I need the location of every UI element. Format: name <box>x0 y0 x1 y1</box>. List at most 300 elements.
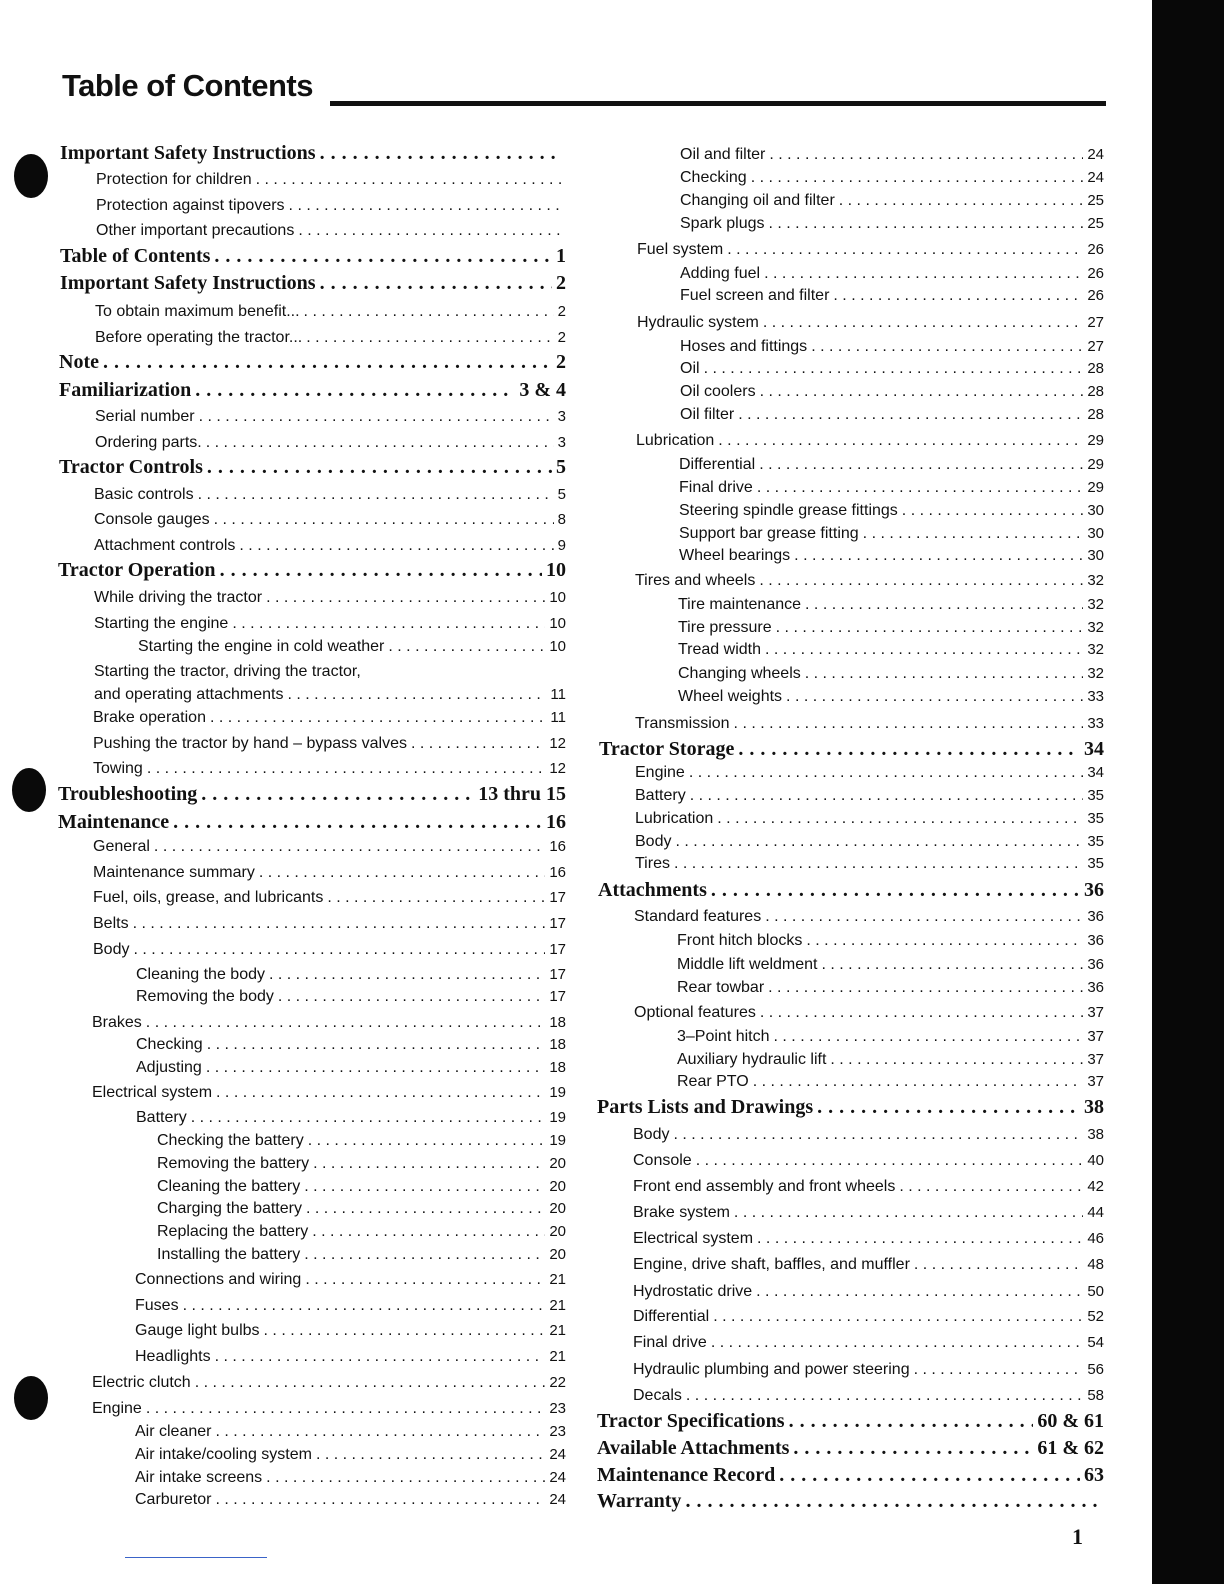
toc-entry-title: Basic controls <box>94 486 194 503</box>
toc-entry[interactable] <box>633 1332 1104 1354</box>
dot-leader <box>215 1489 545 1511</box>
toc-entry[interactable] <box>680 336 1104 358</box>
toc-page-number: 28 <box>1087 360 1104 377</box>
toc-page-number: 37 <box>1087 1051 1104 1068</box>
toc-entry[interactable] <box>96 169 566 191</box>
toc-page-number: 10 <box>549 589 566 606</box>
toc-page-number: 60 & 61 <box>1037 1410 1104 1432</box>
toc-entry-title: Oil <box>680 360 700 377</box>
toc-section[interactable] <box>597 1435 1104 1461</box>
toc-entry-title: Lubrication <box>636 432 715 449</box>
toc-entry[interactable] <box>635 808 1104 830</box>
toc-page-number: 10 <box>549 638 566 655</box>
toc-entry[interactable] <box>92 1012 566 1034</box>
dot-leader <box>769 144 1083 166</box>
scanner-edge <box>1152 0 1224 1584</box>
dot-leader <box>304 1244 545 1266</box>
toc-section[interactable] <box>60 140 566 166</box>
toc-page-number: 23 <box>549 1400 566 1417</box>
toc-entry-title: Tires and wheels <box>635 572 756 589</box>
toc-entry-title: Battery <box>136 1109 187 1126</box>
toc-entry-title: Rear towbar <box>677 979 765 996</box>
toc-page-number: 10 <box>549 615 566 632</box>
toc-entry-title: Fuel screen and filter <box>680 287 830 304</box>
toc-entry-title: Electrical system <box>92 1084 213 1101</box>
toc-entry-title: Differential <box>679 456 756 473</box>
dot-leader <box>304 301 554 323</box>
toc-entry[interactable] <box>678 639 1104 661</box>
toc-page-number: 1 <box>556 245 566 267</box>
dot-leader <box>306 1198 545 1220</box>
dot-leader <box>312 1221 545 1243</box>
toc-entry[interactable] <box>680 404 1104 426</box>
toc-entry[interactable] <box>635 570 1104 592</box>
dot-leader <box>734 713 1084 735</box>
toc-page-number: 42 <box>1087 1178 1104 1195</box>
toc-page-number: 18 <box>549 1059 566 1076</box>
toc-entry[interactable] <box>637 312 1104 334</box>
toc-entry[interactable] <box>680 285 1104 307</box>
toc-page-number: 37 <box>1087 1028 1104 1045</box>
toc-page-number: 26 <box>1087 241 1104 258</box>
toc-entry-title: Tires <box>635 855 670 872</box>
dot-leader <box>278 986 545 1008</box>
dot-leader <box>765 906 1083 928</box>
toc-entry[interactable] <box>633 1228 1104 1250</box>
toc-entry[interactable] <box>94 509 566 531</box>
toc-entry[interactable] <box>96 220 566 242</box>
toc-entry-title: Serial number <box>95 408 195 425</box>
toc-page-number: 29 <box>1087 432 1104 449</box>
toc-entry[interactable] <box>680 263 1104 285</box>
toc-entry[interactable] <box>92 1082 566 1104</box>
toc-entry-title: Brake operation <box>93 709 206 726</box>
toc-entry[interactable] <box>135 1421 566 1443</box>
toc-section[interactable] <box>598 877 1104 903</box>
toc-page-number: 61 & 62 <box>1037 1437 1104 1459</box>
toc-page-number: 63 <box>1084 1464 1104 1486</box>
toc-entry[interactable] <box>679 523 1104 545</box>
toc-entry[interactable] <box>679 545 1104 567</box>
toc-entry[interactable] <box>679 500 1104 522</box>
toc-entry[interactable] <box>94 613 566 635</box>
toc-page-number: 24 <box>549 1491 566 1508</box>
toc-page-number: 52 <box>1087 1308 1104 1325</box>
footer-line <box>125 1557 267 1558</box>
toc-entry-title: Body <box>633 1126 670 1143</box>
toc-entry[interactable] <box>633 1281 1104 1303</box>
toc-entry[interactable] <box>635 713 1104 735</box>
toc-page-number: 21 <box>549 1297 566 1314</box>
dot-leader <box>308 1130 546 1152</box>
dot-leader <box>689 762 1083 784</box>
toc-entry-title: While driving the tractor <box>94 589 263 606</box>
toc-page-number: 32 <box>1087 641 1104 658</box>
toc-page-number: 17 <box>549 941 566 958</box>
toc-entry-title: Other important precautions <box>96 222 295 239</box>
toc-entry-title: Headlights <box>135 1348 211 1365</box>
toc-entry[interactable] <box>680 213 1104 235</box>
toc-entry[interactable] <box>136 1057 566 1079</box>
dot-leader <box>914 1254 1083 1276</box>
toc-entry[interactable] <box>135 1269 566 1291</box>
toc-entry-title: Adjusting <box>136 1059 202 1076</box>
toc-entry[interactable] <box>136 1034 566 1056</box>
toc-page-number: 32 <box>1087 572 1104 589</box>
toc-page-number: 2 <box>556 351 566 373</box>
toc-entry[interactable] <box>157 1198 566 1220</box>
toc-section[interactable] <box>59 454 566 480</box>
toc-entry[interactable] <box>637 239 1104 261</box>
dot-leader <box>103 349 552 375</box>
toc-entry[interactable] <box>677 954 1104 976</box>
toc-entry-title: Important Safety Instructions <box>60 272 316 294</box>
toc-page-number: 36 <box>1087 932 1104 949</box>
dot-leader <box>753 1071 1084 1093</box>
dot-leader <box>201 781 474 807</box>
toc-entry-title: Troubleshooting <box>58 783 198 805</box>
dot-leader <box>817 1094 1080 1120</box>
toc-entry[interactable] <box>678 617 1104 639</box>
toc-entry[interactable] <box>633 1124 1104 1146</box>
toc-page-number: 16 <box>546 811 566 833</box>
toc-entry-title: Tire maintenance <box>678 596 802 613</box>
toc-entry[interactable] <box>157 1221 566 1243</box>
dot-leader <box>713 1306 1083 1328</box>
toc-page-number: 10 <box>546 559 566 581</box>
dot-leader <box>760 1002 1083 1024</box>
dot-leader <box>704 358 1084 380</box>
toc-section[interactable] <box>58 781 566 807</box>
toc-page-number: 3 & 4 <box>519 379 566 401</box>
toc-page-number: 32 <box>1087 665 1104 682</box>
toc-entry[interactable] <box>93 836 566 858</box>
toc-entry[interactable] <box>633 1176 1104 1198</box>
toc-page-number: 34 <box>1087 764 1104 781</box>
dot-leader <box>734 1202 1083 1224</box>
toc-entry-title: Hoses and fittings <box>680 338 808 355</box>
dot-leader <box>759 454 1083 476</box>
toc-page-number: 36 <box>1087 979 1104 996</box>
dot-leader <box>388 636 545 658</box>
toc-page-number: 18 <box>549 1036 566 1053</box>
toc-page-number: 36 <box>1084 879 1104 901</box>
toc-entry-title: 3–Point hitch <box>677 1028 770 1045</box>
toc-page-number: 35 <box>1087 855 1104 872</box>
toc-entry[interactable] <box>93 939 566 961</box>
toc-section[interactable] <box>597 1094 1104 1120</box>
toc-page-number: 46 <box>1087 1230 1104 1247</box>
dot-leader <box>833 285 1083 307</box>
toc-page-number: 28 <box>1087 383 1104 400</box>
toc-entry[interactable] <box>635 831 1104 853</box>
toc-entry-title: Support bar grease fitting <box>679 525 859 542</box>
toc-entry[interactable] <box>157 1244 566 1266</box>
toc-page-number: 50 <box>1087 1283 1104 1300</box>
toc-page-number: 48 <box>1087 1256 1104 1273</box>
toc-section[interactable] <box>599 736 1104 762</box>
toc-entry[interactable] <box>677 977 1104 999</box>
binder-hole-bottom <box>14 1376 48 1420</box>
toc-page-number: 19 <box>549 1132 566 1149</box>
toc-entry-title: Air intake/cooling system <box>135 1446 312 1463</box>
toc-entry-title: Console <box>633 1152 692 1169</box>
toc-page-number: 24 <box>549 1469 566 1486</box>
toc-page-number: 19 <box>549 1084 566 1101</box>
toc-entry[interactable] <box>92 1372 566 1394</box>
toc-entry[interactable] <box>136 1107 566 1129</box>
toc-entry[interactable] <box>94 535 566 557</box>
toc-entry-title: Final drive <box>679 479 753 496</box>
toc-entry[interactable] <box>93 913 566 935</box>
toc-entry[interactable] <box>93 707 566 729</box>
toc-entry[interactable] <box>636 430 1104 452</box>
toc-entry-title: Belts <box>93 915 129 932</box>
dot-leader <box>696 1150 1084 1172</box>
dot-leader <box>789 1408 1034 1434</box>
toc-entry[interactable] <box>635 785 1104 807</box>
dot-leader <box>206 1057 545 1079</box>
toc-entry[interactable] <box>135 1489 566 1511</box>
dot-leader <box>760 381 1084 403</box>
toc-entry-title: Spark plugs <box>680 215 765 232</box>
toc-page-number: 25 <box>1087 192 1104 209</box>
dot-leader <box>289 195 562 217</box>
binder-hole-middle <box>12 768 46 812</box>
toc-page-number: 12 <box>549 735 566 752</box>
toc-entry[interactable] <box>679 454 1104 476</box>
toc-page-number: 11 <box>550 686 566 703</box>
dot-leader <box>191 1107 546 1129</box>
dot-leader <box>198 484 554 506</box>
toc-entry[interactable] <box>135 1346 566 1368</box>
toc-entry[interactable] <box>680 190 1104 212</box>
dot-leader <box>256 169 562 191</box>
toc-entry[interactable] <box>135 1444 566 1466</box>
toc-entry-title: Cleaning the body <box>136 966 265 983</box>
dot-leader <box>327 887 545 909</box>
toc-entry-title: Final drive <box>633 1334 707 1351</box>
toc-page-number: 20 <box>549 1246 566 1263</box>
toc-entry-title: Electric clutch <box>92 1374 191 1391</box>
toc-entry-title: Hydraulic plumbing and power steering <box>633 1361 910 1378</box>
toc-entry[interactable] <box>157 1153 566 1175</box>
toc-page-number: 9 <box>557 537 566 554</box>
toc-entry[interactable] <box>634 906 1104 928</box>
toc-entry[interactable] <box>95 432 566 454</box>
toc-page-number: 35 <box>1087 833 1104 850</box>
toc-page-number: 20 <box>549 1200 566 1217</box>
toc-section[interactable] <box>59 377 566 403</box>
dot-leader <box>266 587 545 609</box>
toc-entry[interactable] <box>135 1295 566 1317</box>
toc-entry-title: Installing the battery <box>157 1246 301 1263</box>
dot-leader <box>199 406 554 428</box>
toc-entry[interactable] <box>94 684 566 706</box>
toc-entry-title: Steering spindle grease fittings <box>679 502 898 519</box>
toc-page-number: 16 <box>549 864 566 881</box>
toc-section[interactable] <box>60 243 566 269</box>
dot-leader <box>786 686 1083 708</box>
toc-entry[interactable] <box>94 587 566 609</box>
toc-page-number: 12 <box>549 760 566 777</box>
toc-entry-title: Tractor Storage <box>599 738 735 760</box>
dot-leader <box>675 831 1083 853</box>
dot-leader <box>215 1421 545 1443</box>
toc-page-number: 35 <box>1087 810 1104 827</box>
toc-section[interactable] <box>597 1462 1104 1488</box>
toc-entry[interactable] <box>633 1359 1104 1381</box>
toc-entry[interactable] <box>680 167 1104 189</box>
toc-section[interactable] <box>59 349 566 375</box>
dot-leader <box>763 312 1084 334</box>
toc-entry-title: Battery <box>635 787 686 804</box>
toc-entry[interactable] <box>677 930 1104 952</box>
toc-page-number: 21 <box>549 1271 566 1288</box>
toc-page-number: 30 <box>1087 547 1104 564</box>
toc-entry[interactable] <box>678 686 1104 708</box>
toc-entry[interactable] <box>94 484 566 506</box>
toc-entry[interactable] <box>96 195 566 217</box>
toc-entry-title: Body <box>635 833 672 850</box>
dot-leader <box>711 877 1080 903</box>
dot-leader <box>287 684 546 706</box>
toc-page-number: 21 <box>549 1322 566 1339</box>
toc-entry-title: Air cleaner <box>135 1423 212 1440</box>
toc-entry-title: Carburetor <box>135 1491 212 1508</box>
toc-entry[interactable] <box>633 1202 1104 1224</box>
dot-leader <box>195 377 515 403</box>
toc-section[interactable] <box>58 809 566 835</box>
toc-entry-title: Console gauges <box>94 511 210 528</box>
toc-entry[interactable] <box>135 1320 566 1342</box>
toc-entry[interactable] <box>92 1398 566 1420</box>
toc-entry[interactable] <box>95 406 566 428</box>
toc-entry[interactable] <box>136 964 566 986</box>
toc-entry[interactable] <box>680 381 1104 403</box>
toc-entry[interactable] <box>680 358 1104 380</box>
dot-leader <box>914 1359 1084 1381</box>
toc-page-number: 5 <box>557 486 566 503</box>
toc-entry[interactable] <box>633 1306 1104 1328</box>
toc-entry[interactable] <box>95 301 566 323</box>
toc-entry-title: Oil filter <box>680 406 735 423</box>
dot-leader <box>718 430 1083 452</box>
dot-leader <box>207 454 552 480</box>
toc-page-number: 22 <box>549 1374 566 1391</box>
toc-page-number: 17 <box>549 988 566 1005</box>
toc-entry[interactable] <box>635 853 1104 875</box>
toc-entry[interactable] <box>677 1026 1104 1048</box>
dot-leader <box>768 977 1083 999</box>
toc-page-number: 3 <box>557 408 566 425</box>
toc-entry[interactable] <box>138 636 566 658</box>
toc-entry-title: Oil and filter <box>680 146 766 163</box>
toc-entry-title: Front hitch blocks <box>677 932 803 949</box>
toc-entry-title: Attachment controls <box>94 537 236 554</box>
toc-entry-title: Changing oil and filter <box>680 192 835 209</box>
toc-entry[interactable] <box>136 986 566 1008</box>
dot-leader <box>757 1228 1083 1250</box>
toc-entry[interactable] <box>678 594 1104 616</box>
dot-leader <box>794 545 1083 567</box>
dot-leader <box>195 1372 546 1394</box>
toc-entry-title: Parts Lists and Drawings <box>597 1096 814 1118</box>
toc-section[interactable] <box>60 270 566 296</box>
toc-page-number: 17 <box>549 966 566 983</box>
toc-page-number: 17 <box>549 915 566 932</box>
toc-entry-title: Attachments <box>598 879 707 901</box>
dot-leader <box>214 243 552 269</box>
toc-page-number: 54 <box>1087 1334 1104 1351</box>
toc-entry-title: General <box>93 838 150 855</box>
dot-leader <box>751 167 1084 189</box>
toc-entry-title: Note <box>59 351 99 373</box>
toc-entry[interactable] <box>95 327 566 349</box>
dot-leader <box>210 707 546 729</box>
toc-section[interactable] <box>58 557 566 583</box>
toc-entry[interactable] <box>679 477 1104 499</box>
dot-leader <box>313 1153 545 1175</box>
toc-entry[interactable] <box>93 733 566 755</box>
dot-leader <box>269 964 545 986</box>
toc-page-number: 35 <box>1087 787 1104 804</box>
dot-leader <box>316 1444 545 1466</box>
toc-entry[interactable] <box>157 1130 566 1152</box>
toc-entry[interactable] <box>93 887 566 909</box>
toc-entry[interactable] <box>93 862 566 884</box>
dot-leader <box>839 190 1084 212</box>
toc-entry-title: Standard features <box>634 908 762 925</box>
toc-entry[interactable] <box>633 1150 1104 1172</box>
toc-entry[interactable] <box>135 1467 566 1489</box>
toc-entry-title: Front end assembly and front wheels <box>633 1178 896 1195</box>
toc-entry-title: Body <box>93 941 130 958</box>
toc-entry[interactable] <box>635 762 1104 784</box>
binder-hole-top <box>14 154 48 198</box>
toc-entry-title: Fuel, oils, grease, and lubricants <box>93 889 324 906</box>
dot-leader <box>173 809 542 835</box>
toc-entry-title: and operating attachments <box>94 686 284 703</box>
dot-leader <box>806 930 1083 952</box>
toc-entry-line1: Starting the tractor, driving the tractor, <box>94 663 361 680</box>
toc-entry[interactable] <box>157 1176 566 1198</box>
toc-entry[interactable] <box>678 663 1104 685</box>
toc-entry[interactable] <box>633 1254 1104 1276</box>
toc-page-number: 11 <box>550 709 566 726</box>
toc-section[interactable] <box>597 1488 1104 1514</box>
toc-entry-title: Air intake screens <box>135 1469 263 1486</box>
toc-entry[interactable] <box>677 1049 1104 1071</box>
toc-page-number: 24 <box>549 1446 566 1463</box>
toc-section[interactable] <box>597 1408 1104 1434</box>
dot-leader <box>764 263 1083 285</box>
toc-entry[interactable] <box>680 144 1104 166</box>
dot-leader <box>304 1176 545 1198</box>
toc-page-number: 27 <box>1087 338 1104 355</box>
dot-leader <box>769 213 1084 235</box>
dot-leader <box>305 1269 545 1291</box>
toc-entry[interactable] <box>634 1002 1104 1024</box>
toc-entry-title: Checking the battery <box>157 1132 304 1149</box>
toc-page-number: 8 <box>557 511 566 528</box>
toc-entry[interactable] <box>633 1385 1104 1407</box>
dot-leader <box>206 432 554 454</box>
dot-leader <box>765 639 1083 661</box>
toc-entry[interactable] <box>93 758 566 780</box>
toc-entry[interactable] <box>677 1071 1104 1093</box>
toc-page-number: 20 <box>549 1155 566 1172</box>
